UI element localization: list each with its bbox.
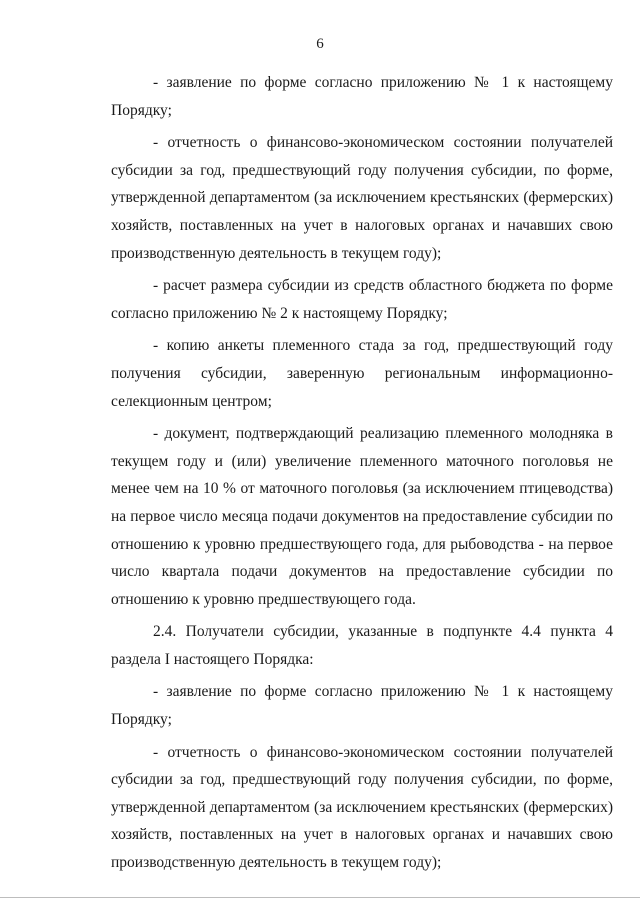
paragraph-breeding-document: - документ, подтверждающий реализацию племенного молодняка в текущем году и (или) увеличение племенного маточного поголовья не менее чем на 10 % от маточного поголовья (за исключением птицеводства) на первое число месяца подачи документов на предоставление субсидии по отношению к уровню предшествующего года, для рыбоводства - на первое число квартала подачи документов на предоставление субсидии по отношению к уровню предшествующего года.: [111, 425, 613, 608]
page-number: 6: [316, 36, 324, 52]
paragraph-application-form: - заявление по форме согласно приложению № 1 к настоящему Порядку;: [111, 74, 613, 119]
paragraph-financial-report-2: - отчетность о финансово-экономическом состоянии получателей субсидии за год, предшествующий году получения субсидии, по форме, утвержденной департаментом (за исключением крестьянских (фермерских) хозяйств, поставленных на учет в налоговых органах и начавших свою производственную деятельность в текущем году);: [111, 743, 613, 872]
bottom-edge-rule: [0, 897, 640, 898]
document-body: [111, 69, 613, 882]
paragraph-section-2-4: 2.4. Получатели субсидии, указанные в подпункте 4.4 пункта 4 раздела I настоящего Порядка:: [111, 623, 613, 668]
paragraph-subsidy-calculation: - расчет размера субсидии из средств областного бюджета по форме согласно приложению № 2 к настоящему Порядку;: [111, 277, 613, 322]
paragraph-financial-report: - отчетность о финансово-экономическом состоянии получателей субсидии за год, предшествующий году получения субсидии, по форме, утвержденной департаментом (за исключением крестьянских (фермерских) хозяйств, поставленных на учет в налоговых органах и начавших свою производственную деятельность в текущем году);: [111, 134, 613, 262]
paragraph-herd-questionnaire: - копию анкеты племенного стада за год, предшествующий году получения субсидии, заверенную региональным информационно-селекционным центром;: [111, 337, 613, 410]
paragraph-application-form-2: - заявление по форме согласно приложению № 1 к настоящему Порядку;: [111, 683, 613, 729]
